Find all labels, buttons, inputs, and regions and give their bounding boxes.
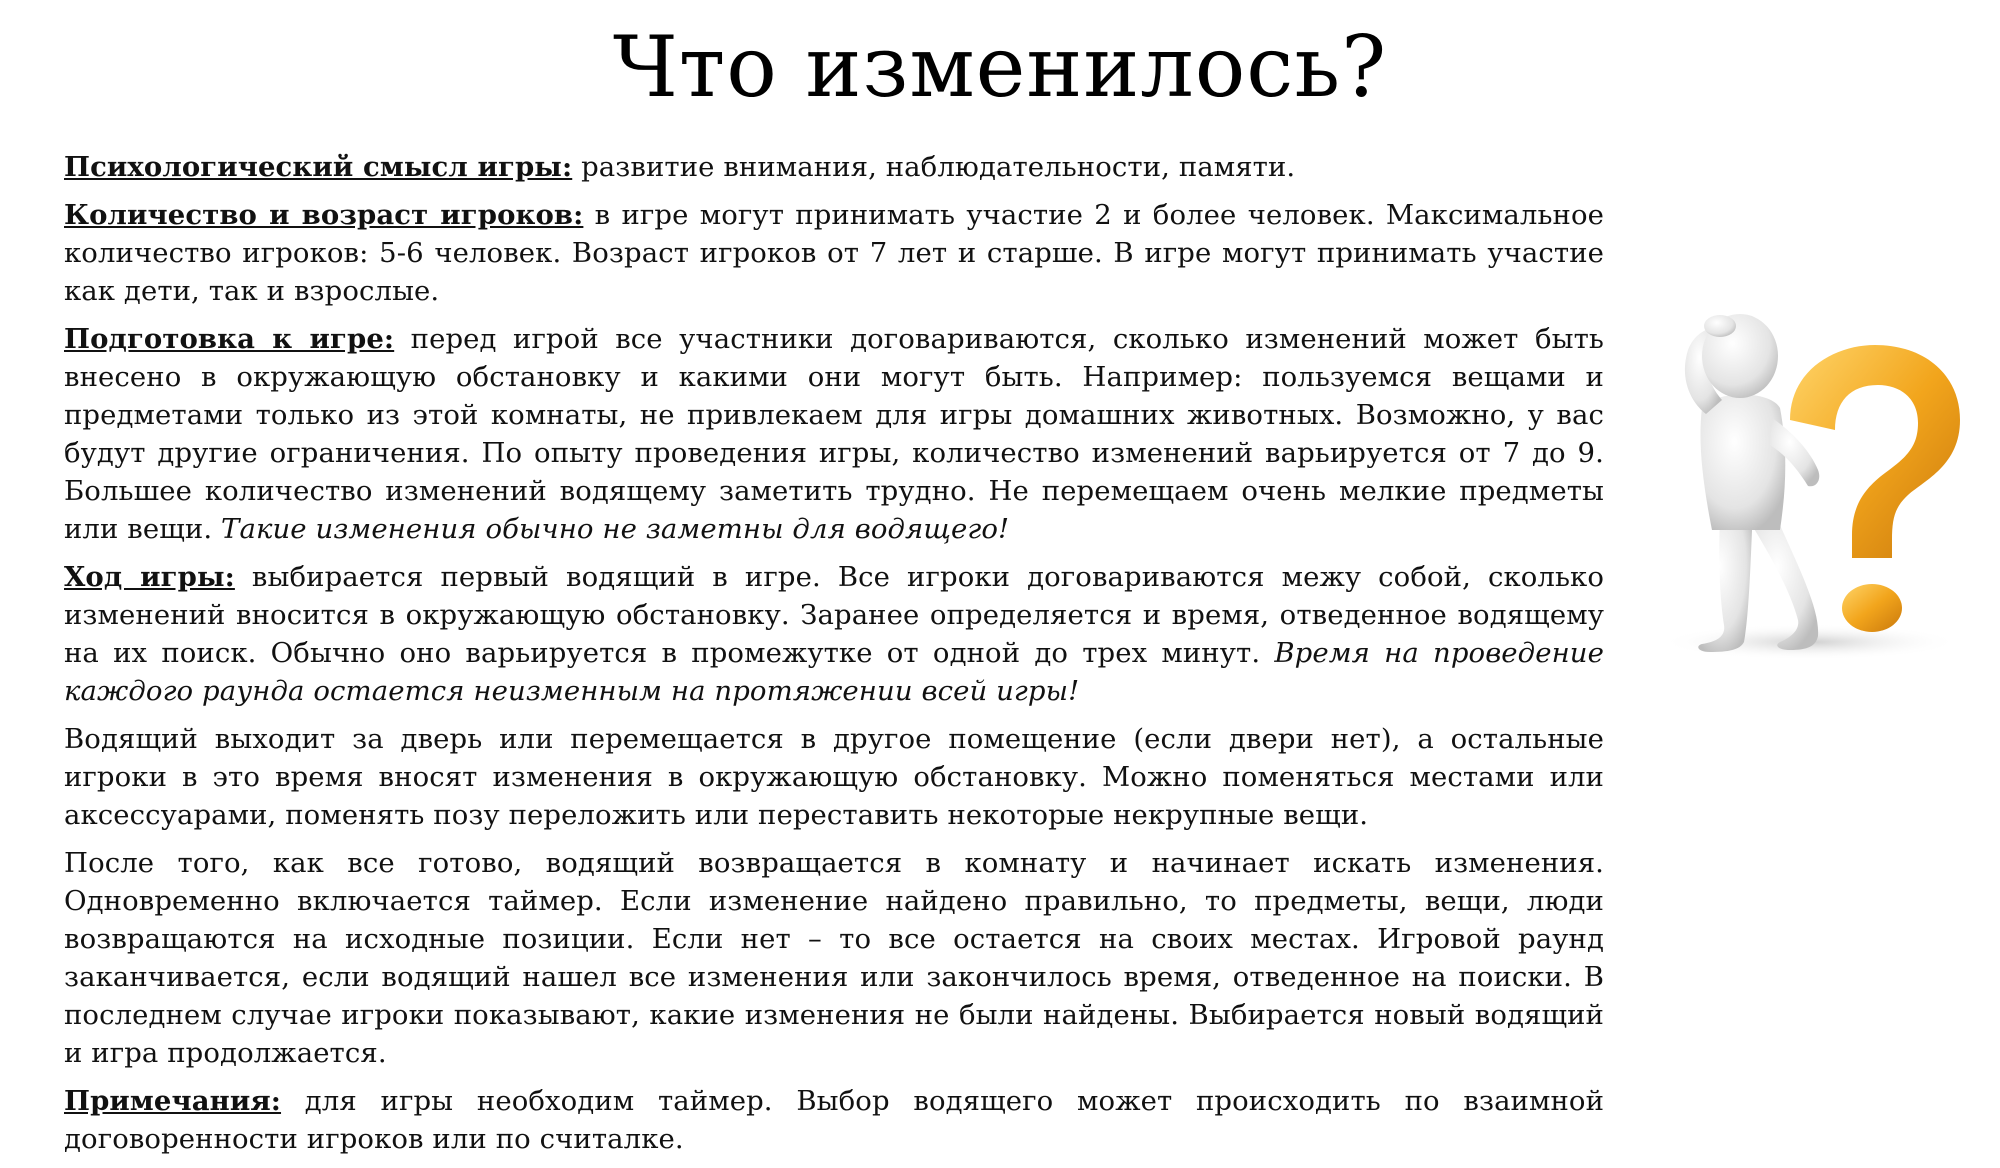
paragraph-italic-note: Такие изменения обычно не заметны для водящего! [221, 513, 1010, 545]
paragraph-italic-note: Время на проведение каждого раунда остается неизменным на протяжении всей игры! [64, 637, 1604, 707]
paragraph-lead: Ход игры: [64, 561, 235, 593]
paragraph-psychological-meaning [64, 148, 1604, 186]
slide-body [64, 148, 1604, 1168]
slide-title: Что изменилось? [612, 18, 1388, 116]
thinking-figure-with-question-mark-icon [1640, 290, 1970, 670]
paragraph-lead: Подготовка к игре: [64, 323, 395, 355]
paragraph-text: перед игрой все участники договариваются, сколько изменений может быть внесено в окружающую обстановку и какими они могут быть. Например: пользуемся вещами и предметами только из этой комнаты, не привлекаем для игры домашних животных. Возможно, у вас будут другие ограничения. По опыту проведения игры, количество изменений варьируется от 7 до 9. Большее количество изменений водящему заметить трудно. Не перемещаем очень мелкие предметы или вещи. [64, 323, 1604, 545]
paragraph-lead: Примечания: [64, 1085, 282, 1117]
paragraph-lead: Количество и возраст игроков: [64, 199, 584, 231]
paragraph-text: в игре могут принимать участие 2 и более человек. Максимальное количество игроков: 5-6 человек. Возраст игроков от 7 лет и старше. В игре могут принимать участие как дети, так и взрослые. [64, 199, 1604, 307]
paragraph-text: Водящий выходит за дверь или перемещается в другое помещение (если двери нет), а остальные игроки в это время вносят изменения в окружающую обстановку. Можно поменяться местами или аксессуарами, поменять позу переложить или переставить некоторые некрупные вещи. [64, 723, 1604, 831]
paragraph-text: выбирается первый водящий в игре. Все игроки договариваются межу собой, сколько изменений вносится в окружающую обстановку. Заранее определяется и время, отведенное водящему на их поиск. Обычно оно варьируется в промежутке от одной до трех минут. [64, 561, 1604, 669]
paragraph-lead: Психологический смысл игры: [64, 151, 573, 183]
thinking-figure-illustration [1640, 290, 1970, 670]
paragraph-text: После того, как все готово, водящий возвращается в комнату и начинает искать изменения. Одновременно включается таймер. Если изменение найдено правильно, то предметы, вещи, люди возвращаются на исходные позиции. Если нет – то все остается на своих местах. Игровой раунд заканчивается, если водящий нашел все изменения или закончилось время, отведенное на поиски. В последнем случае игроки показывают, какие изменения не были найдены. Выбирается новый водящий и игра продолжается. [64, 847, 1604, 1069]
paragraph-leader-exits [64, 720, 1604, 834]
paragraph-search [64, 844, 1604, 1072]
paragraph-text: развитие внимания, наблюдательности, памяти. [572, 151, 1296, 183]
paragraph-text: для игры необходим таймер. Выбор водящего может происходить по взаимной договоренности игроков или по считалке. [64, 1085, 1604, 1155]
paragraph-game-flow [64, 558, 1604, 710]
paragraph-players [64, 196, 1604, 310]
paragraph-preparation [64, 320, 1604, 548]
paragraph-notes [64, 1082, 1604, 1158]
